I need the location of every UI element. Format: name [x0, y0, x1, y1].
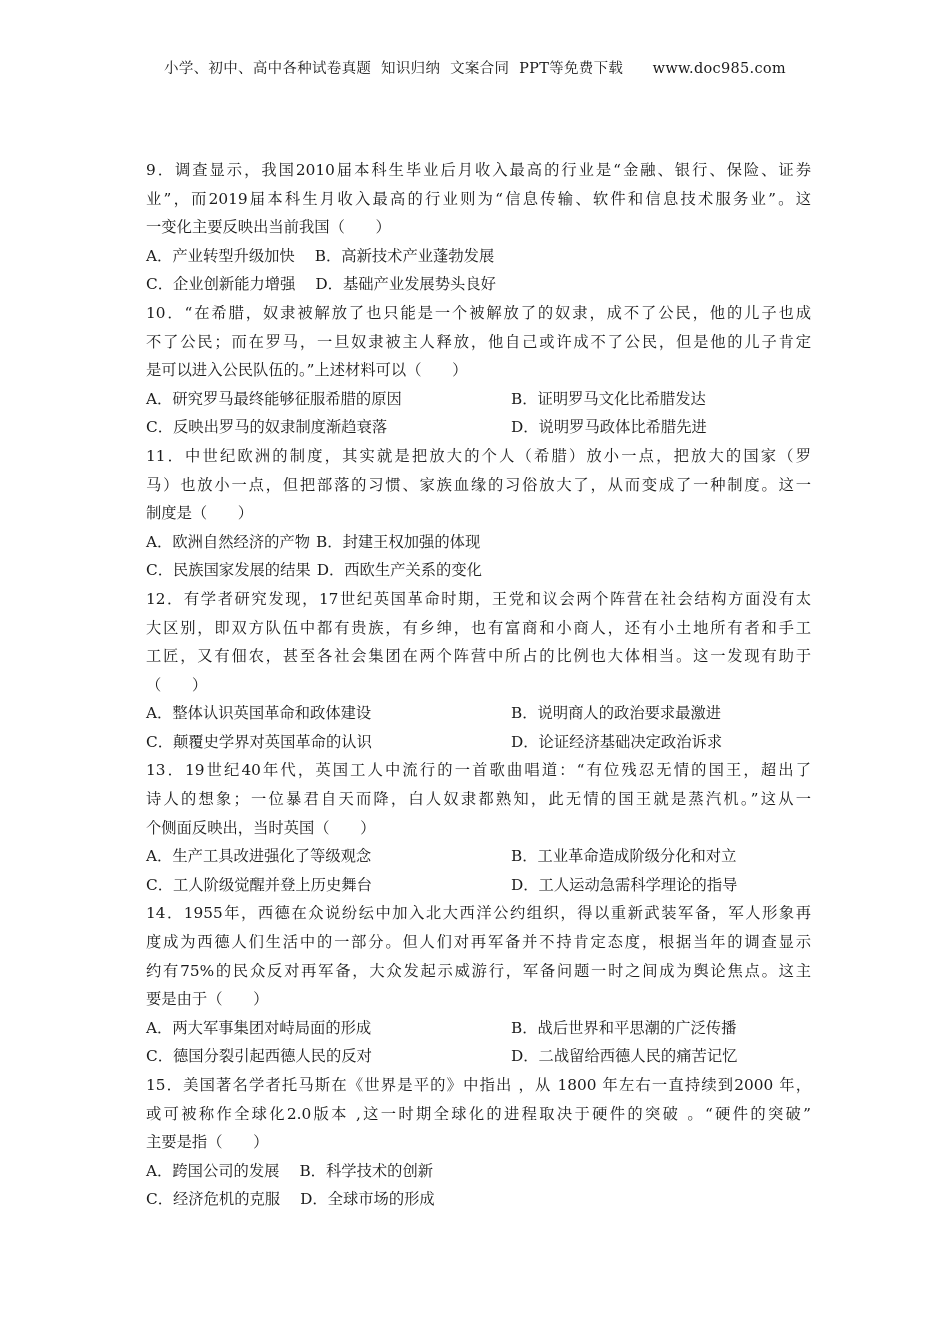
question-stem-line: 工匠，又有佃农，甚至各社会集团在两个阵营中所占的比例也大体相当。这一发现有助于	[146, 647, 811, 666]
question-stem-line: 是可以进入公民队伍的。”上述材料可以（ ）	[146, 361, 468, 380]
option-d: D．论证经济基础决定政治诉求	[511, 732, 723, 751]
question-list	[146, 156, 811, 1214]
question-stem-line: 不了公民；而在罗马，一旦奴隶被主人释放，他自己或许成不了公民，但是他的儿子肯定	[146, 332, 811, 351]
question-stem-line: 9．调查显示，我国2010届本科生毕业后月收入最高的行业是“金融、银行、保险、证券	[146, 161, 811, 179]
option-d: D．全球市场的形成	[300, 1190, 435, 1209]
option-d: D．二战留给西德人民的痛苦记忆	[511, 1047, 738, 1066]
option-row	[146, 556, 811, 585]
question-9	[146, 156, 811, 299]
option-row	[146, 699, 811, 728]
option-b: B．说明商人的政治要求最激进	[511, 704, 722, 723]
option-row	[146, 413, 811, 442]
option-a: A．整体认识英国革命和政体建设	[146, 704, 372, 723]
option-b: B．工业革命造成阶级分化和对立	[511, 847, 737, 866]
question-15	[146, 1071, 811, 1214]
question-stem-line: 马）也放小一点，但把部落的习惯、家族血缘的习俗放大了，从而变成了一种制度。这一	[146, 475, 811, 494]
option-c: C．反映出罗马的奴隶制度渐趋衰落	[146, 418, 388, 437]
option-d: D．说明罗马政体比希腊先进	[511, 418, 707, 437]
question-stem-line: 制度是（ ）	[146, 504, 254, 523]
question-stem-line: 主要是指（ ）	[146, 1133, 269, 1152]
option-b: B．战后世界和平思潮的广泛传播	[511, 1018, 737, 1037]
question-14	[146, 899, 811, 1071]
option-d: D．基础产业发展势头良好	[315, 275, 496, 294]
option-row	[146, 728, 811, 757]
question-stem-line: 业”，而2019届本科生月收入最高的行业则为“信息传输、软件和信息技术服务业”。这	[146, 189, 811, 208]
question-stem-line: 15．美国著名学者托马斯在《世界是平的》中指出 ，从 1800 年左右一直持续到2000 年，	[146, 1076, 811, 1094]
option-b: B．高新技术产业蓬勃发展	[314, 246, 495, 265]
option-a: A．研究罗马最终能够征服希腊的原因	[146, 389, 402, 408]
option-a: A．跨国公司的发展	[146, 1161, 280, 1180]
question-stem-line: 约有75%的民众反对再军备，大众发起示威游行，军备问题一时之间成为舆论焦点。这主	[146, 961, 811, 980]
question-11	[146, 442, 811, 585]
option-row	[146, 242, 811, 271]
question-stem-line: 诗人的想象；一位暴君自天而降，白人奴隶都熟知，此无情的国王就是蒸汽机。”这从一	[146, 790, 811, 809]
option-c: C．德国分裂引起西德人民的反对	[146, 1047, 372, 1066]
option-a: A．产业转型升级加快	[146, 246, 295, 265]
option-row	[146, 871, 811, 900]
option-c: C．工人阶级觉醒并登上历史舞台	[146, 875, 372, 894]
question-10	[146, 299, 811, 442]
option-d: D．西欧生产关系的变化	[316, 561, 482, 580]
question-13	[146, 756, 811, 899]
option-b: B．科学技术的创新	[299, 1161, 434, 1180]
option-b: B．封建王权加强的体现	[316, 532, 481, 551]
option-row	[146, 1185, 811, 1214]
question-12	[146, 585, 811, 757]
option-row	[146, 1042, 811, 1071]
option-c: C．民族国家发展的结果	[146, 561, 311, 580]
question-stem-line: （ ）	[146, 675, 208, 694]
question-stem-line: 11．中世纪欧洲的制度，其实就是把放大的个人（希腊）放小一点，把放大的国家（罗	[146, 446, 811, 465]
question-stem-line: 12．有学者研究发现，17世纪英国革命时期，王党和议会两个阵营在社会结构方面没有太	[146, 589, 811, 608]
option-a: A．两大军事集团对峙局面的形成	[146, 1018, 372, 1037]
option-row	[146, 1014, 811, 1043]
option-d: D．工人运动急需科学理论的指导	[511, 875, 738, 894]
option-row	[146, 1157, 811, 1186]
question-stem-line: 度成为西德人们生活中的一部分。但人们对再军备并不持肯定态度，根据当年的调查显示	[146, 933, 811, 952]
option-a: A．欧洲自然经济的产物	[146, 532, 311, 551]
question-stem-line: 13．19世纪40年代，英国工人中流行的一首歌曲唱道：“有位残忍无情的国王，超出了	[146, 761, 811, 780]
question-stem-line: 14．1955年，西德在众说纷纭中加入北大西洋公约组织，得以重新武装军备，军人形象再	[146, 904, 811, 923]
option-b: B．证明罗马文化比希腊发达	[511, 389, 706, 408]
page-header: 小学、初中、高中各种试卷真题 知识归纳 文案合同 PPT等免费下载 www.doc985.com	[164, 61, 786, 77]
question-stem-line: 10．“在希腊，奴隶被解放了也只能是一个被解放了的奴隶，成不了公民，他的儿子也成	[146, 303, 811, 322]
option-c: C．颠覆史学界对英国革命的认识	[146, 732, 372, 751]
option-row	[146, 528, 811, 557]
question-stem-line: 个侧面反映出，当时英国（ ）	[146, 818, 376, 837]
question-stem-line: 或可被称作全球化2.0版本 ,这一时期全球化的进程取决于硬件的突破 。“硬件的突破”	[146, 1104, 811, 1123]
question-stem-line: 大区别，即双方队伍中都有贵族，有乡绅，也有富商和小商人，还有小土地所有者和手工	[146, 618, 811, 637]
option-row	[146, 385, 811, 414]
option-row	[146, 842, 811, 871]
option-c: C．经济危机的克服	[146, 1190, 281, 1209]
question-stem-line: 一变化主要反映出当前我国（ ）	[146, 218, 391, 237]
option-a: A．生产工具改进强化了等级观念	[146, 847, 372, 866]
option-row	[146, 270, 811, 299]
question-stem-line: 要是由于（ ）	[146, 990, 269, 1009]
option-c: C．企业创新能力增强	[146, 275, 296, 294]
